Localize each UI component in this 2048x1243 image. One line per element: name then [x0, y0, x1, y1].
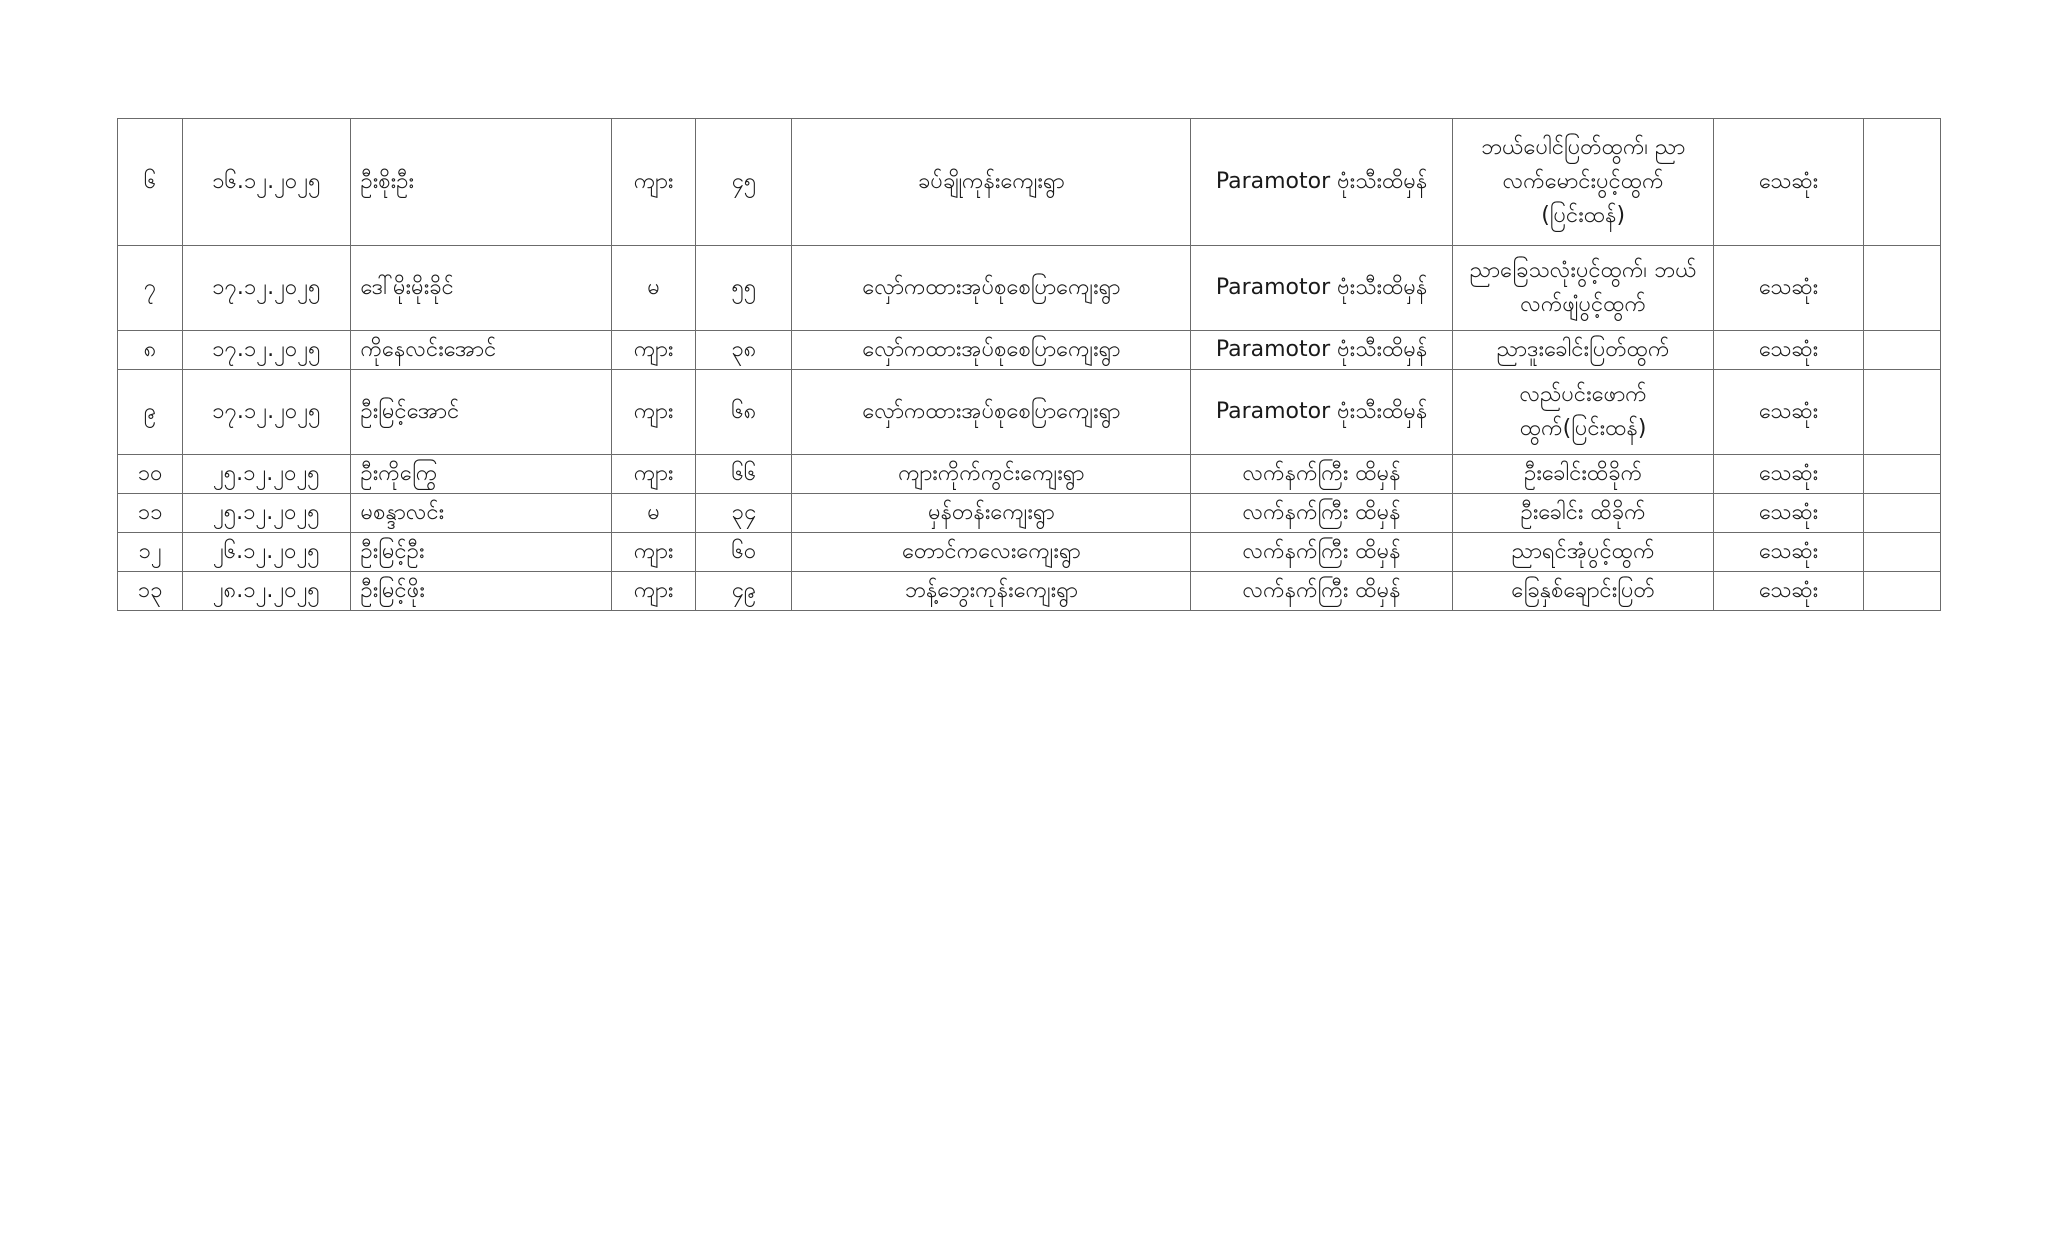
cell-status: သေဆုံး	[1714, 455, 1863, 494]
cell-no: ၁၂	[118, 533, 183, 572]
cell-injury: ညာဒူးခေါင်းပြတ်ထွက်	[1452, 331, 1714, 370]
cell-village: မှန်တန်းကျေးရွာ	[792, 494, 1191, 533]
table-row	[118, 494, 1941, 533]
cell-no: ၁၀	[118, 455, 183, 494]
table-row	[118, 455, 1941, 494]
cell-date: ၁၆.၁၂.၂၀၂၅	[183, 119, 350, 246]
cell-weapon: လက်နက်ကြီး ထိမှန်	[1191, 533, 1453, 572]
cell-gender: ကျား	[612, 119, 696, 246]
cell-remark	[1863, 246, 1940, 331]
cell-remark	[1863, 572, 1940, 611]
casualty-table	[117, 118, 1941, 611]
cell-name: ဦးမြင့်အောင်	[350, 370, 612, 455]
table-row	[118, 370, 1941, 455]
cell-no: ၉	[118, 370, 183, 455]
cell-weapon: လက်နက်ကြီး ထိမှန်	[1191, 455, 1453, 494]
cell-village: ဘန့်ဘွေးကုန်းကျေးရွာ	[792, 572, 1191, 611]
cell-status: သေဆုံး	[1714, 246, 1863, 331]
cell-status: သေဆုံး	[1714, 494, 1863, 533]
cell-no: ၈	[118, 331, 183, 370]
cell-date: ၁၇.၁၂.၂၀၂၅	[183, 331, 350, 370]
cell-date: ၂၆.၁၂.၂၀၂၅	[183, 533, 350, 572]
cell-no: ၁၃	[118, 572, 183, 611]
cell-gender: ကျား	[612, 572, 696, 611]
cell-injury: လည်ပင်းဖောက်ထွက်(ပြင်းထန်)	[1452, 370, 1714, 455]
cell-remark	[1863, 494, 1940, 533]
cell-date: ၂၅.၁၂.၂၀၂၅	[183, 494, 350, 533]
cell-injury: ညာရင်အုံပွင့်ထွက်	[1452, 533, 1714, 572]
cell-injury: ခြေနှစ်ချောင်းပြတ်	[1452, 572, 1714, 611]
cell-status: သေဆုံး	[1714, 370, 1863, 455]
cell-age: ၆၀	[696, 533, 792, 572]
table-row	[118, 533, 1941, 572]
cell-injury: ညာခြေသလုံးပွင့်ထွက်၊ ဘယ်လက်ဖျံပွင့်ထွက်	[1452, 246, 1714, 331]
cell-remark	[1863, 119, 1940, 246]
cell-remark	[1863, 331, 1940, 370]
cell-name: ဦးမြင့်ဦး	[350, 533, 612, 572]
cell-weapon: လက်နက်ကြီး ထိမှန်	[1191, 572, 1453, 611]
cell-village: လှော်ကထားအုပ်စုစေပြာကျေးရွာ	[792, 370, 1191, 455]
cell-status: သေဆုံး	[1714, 533, 1863, 572]
cell-name: ဦးစိုးဦး	[350, 119, 612, 246]
cell-village: ခပ်ချိုကုန်းကျေးရွာ	[792, 119, 1191, 246]
cell-weapon: Paramotor ဗုံးသီးထိမှန်	[1191, 246, 1453, 331]
cell-date: ၂၅.၁၂.၂၀၂၅	[183, 455, 350, 494]
cell-gender: ကျား	[612, 331, 696, 370]
cell-age: ၃၈	[696, 331, 792, 370]
cell-weapon: Paramotor ဗုံးသီးထိမှန်	[1191, 370, 1453, 455]
cell-gender: ကျား	[612, 370, 696, 455]
cell-injury: ဘယ်ပေါင်ပြတ်ထွက်၊ ညာလက်မောင်းပွင့်ထွက် (ပြင်းထန်)	[1452, 119, 1714, 246]
cell-weapon: လက်နက်ကြီး ထိမှန်	[1191, 494, 1453, 533]
cell-village: တောင်ကလေးကျေးရွာ	[792, 533, 1191, 572]
cell-gender: ကျား	[612, 533, 696, 572]
cell-village: လှော်ကထားအုပ်စုစေပြာကျေးရွာ	[792, 246, 1191, 331]
cell-status: သေဆုံး	[1714, 119, 1863, 246]
cell-injury: ဦးခေါင်းထိခိုက်	[1452, 455, 1714, 494]
table-row	[118, 246, 1941, 331]
cell-gender: မ	[612, 494, 696, 533]
cell-no: ၁၁	[118, 494, 183, 533]
cell-name: ဦးကိုကြွေ	[350, 455, 612, 494]
cell-age: ၆၈	[696, 370, 792, 455]
cell-name: ဒေါ်မိုးမိုးခိုင်	[350, 246, 612, 331]
cell-status: သေဆုံး	[1714, 572, 1863, 611]
cell-date: ၂၈.၁၂.၂၀၂၅	[183, 572, 350, 611]
cell-village: လှော်ကထားအုပ်စုစေပြာကျေးရွာ	[792, 331, 1191, 370]
cell-weapon: Paramotor ဗုံးသီးထိမှန်	[1191, 119, 1453, 246]
table-row	[118, 119, 1941, 246]
cell-village: ကျားကိုက်ကွင်းကျေးရွာ	[792, 455, 1191, 494]
cell-gender: မ	[612, 246, 696, 331]
cell-date: ၁၇.၁၂.၂၀၂၅	[183, 370, 350, 455]
cell-age: ၃၄	[696, 494, 792, 533]
cell-no: ၇	[118, 246, 183, 331]
cell-age: ၄၉	[696, 572, 792, 611]
cell-remark	[1863, 370, 1940, 455]
cell-remark	[1863, 533, 1940, 572]
cell-injury: ဦးခေါင်း ထိခိုက်	[1452, 494, 1714, 533]
cell-name: ဦးမြင့်ဖိုး	[350, 572, 612, 611]
cell-remark	[1863, 455, 1940, 494]
cell-age: ၄၅	[696, 119, 792, 246]
cell-name: ကိုနေလင်းအောင်	[350, 331, 612, 370]
cell-gender: ကျား	[612, 455, 696, 494]
cell-date: ၁၇.၁၂.၂၀၂၅	[183, 246, 350, 331]
cell-status: သေဆုံး	[1714, 331, 1863, 370]
cell-name: မစန္ဒာလင်း	[350, 494, 612, 533]
cell-no: ၆	[118, 119, 183, 246]
cell-weapon: Paramotor ဗုံးသီးထိမှန်	[1191, 331, 1453, 370]
cell-age: ၆၆	[696, 455, 792, 494]
table-row	[118, 572, 1941, 611]
table-row	[118, 331, 1941, 370]
cell-age: ၅၅	[696, 246, 792, 331]
